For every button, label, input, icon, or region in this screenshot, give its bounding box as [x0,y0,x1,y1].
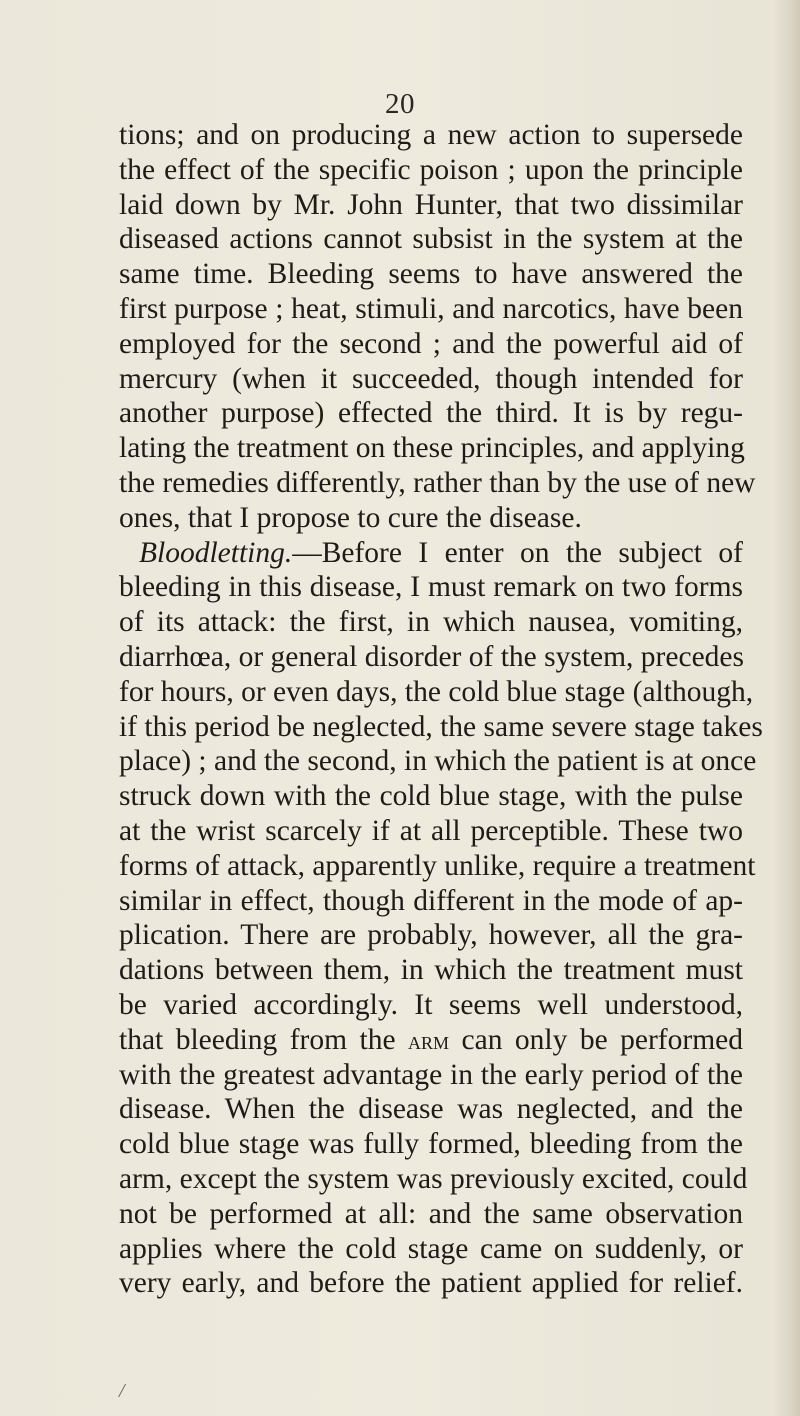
text-line: struck down with the cold blue stage, with the pulse [119,780,743,813]
text-line: employed for the second ; and the powerful aid of [119,327,743,360]
text-line: cold blue stage was fully formed, bleeding from the [119,1128,743,1161]
text-line: the effect of the specific poison ; upon the principle [119,153,743,186]
text-line: disease. When the disease was neglected, and the [119,1093,743,1126]
text-line: tions; and on producing a new action to supersede [119,119,743,151]
text-line: forms of attack, apparently unlike, require a treatment [119,849,756,882]
text-line: diseased actions cannot subsist in the system at the [119,223,743,256]
text-line: ones, that I propose to cure the disease. [119,501,582,534]
text-line: same time. Bleeding seems to have answered the [119,258,743,291]
text-line [119,1023,743,1058]
text-line: if this period be neglected, the same severe stage takes [119,710,763,743]
section-first-line [119,536,743,571]
text-line: for hours, or even days, the cold blue stage (although, [119,675,754,708]
text-line: laid down by Mr. John Hunter, that two dissimilar [119,188,743,221]
text-line: dations between them, in which the treatment must [119,954,743,987]
text-line: diarrhœa, or general disorder of the system, precedes [119,640,744,673]
text-line: place) ; and the second, in which the patient is at once [119,745,757,778]
text-line: with the greatest advantage in the early period of the [119,1058,743,1091]
text-line: another purpose) effected the third. It is by regu- [119,397,743,430]
text-line: very early, and before the patient applied for relief. [119,1267,743,1300]
page-edge-shadow [774,0,800,1416]
section-first-line-text: —Before I enter on the subject of [292,536,743,569]
page-number: 20 [385,88,415,120]
arm-line-after: can only be performed [449,1023,743,1056]
text-line: first purpose ; heat, stimuli, and narcotics, have been [119,292,743,325]
stray-pencil-mark: / [119,1380,125,1402]
text-line: plication. There are probably, however, all the gra- [119,919,743,952]
text-line: similar in effect, though different in the mode of ap- [119,884,743,917]
arm-line-smallcaps: arm [408,1025,450,1055]
section-heading: Bloodletting. [139,536,293,569]
text-line: bleeding in this disease, I must remark on two forms [119,571,743,604]
text-line: mercury (when it succeeded, though intended for [119,362,743,395]
text-line: be varied accordingly. It seems well understood, [119,988,743,1021]
text-line: lating the treatment on these principles, and applying [119,432,745,465]
text-line: the remedies differently, rather than by the use of new [119,466,756,499]
arm-line-before: that bleeding from the [119,1023,409,1056]
text-line: applies where the cold stage came on suddenly, or [119,1232,743,1265]
text-line: not be performed at all: and the same observation [119,1197,743,1230]
text-line: arm, except the system was previously excited, could [119,1162,748,1195]
text-line: at the wrist scarcely if at all perceptible. These two [119,814,743,847]
body-text [119,118,763,1301]
text-line: of its attack: the first, in which nausea, vomiting, [119,606,743,639]
